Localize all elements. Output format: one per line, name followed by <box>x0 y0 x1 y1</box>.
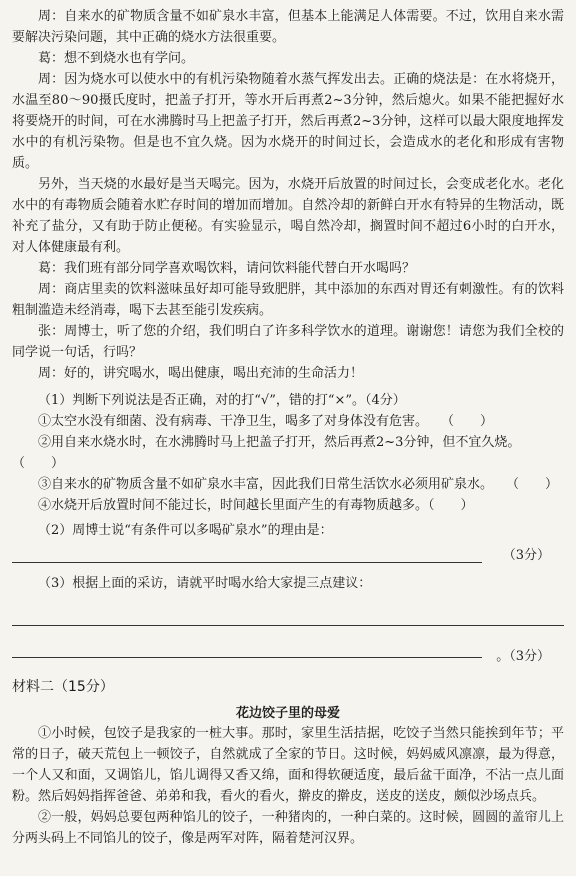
question-3-score: 。（3分） <box>496 649 550 664</box>
dialogue-block <box>12 6 564 384</box>
dialogue-line: 周：好的，讲究喝水，喝出健康，喝出充沛的生命活力！ <box>38 366 364 381</box>
question-1 <box>12 390 564 516</box>
article-paragraph: ①小时候，包饺子是我家的一桩大事。那时，家里生活拮据，吃饺子当然只能挨到年节；平常的日子，破天荒包上一顿饺子，自然就成了全家的节日。这时候，妈妈威风凛凛，最为得意，一个人又和面，又调馅儿，馅儿调得又香又绵，面和得软硬适度，最后盆干面净，不沾一点儿面粉。然后妈妈指挥爸爸、弟弟和我，看火的看火，擀皮的擀皮，送皮的送皮，颇似沙场点兵。 <box>12 726 564 804</box>
answer-line[interactable] <box>12 541 482 563</box>
question-1-stem: （1）判断下列说法是否正确，对的打“√”，错的打“×”。（4分） <box>38 393 406 408</box>
answer-line[interactable] <box>12 604 564 626</box>
dialogue-line: 葛：我们班有部分同学喜欢喝饮料，请问饮料能代替白开水喝吗？ <box>38 261 416 276</box>
dialogue-line: 张：周博士，听了您的介绍，我们明白了许多科学饮水的道理。谢谢您！请您为我们全校的同学说一句话，行吗？ <box>12 324 564 360</box>
dialogue-line: 周：商店里卖的饮料滋味虽好却可能导致肥胖，其中添加的东西对胃还有刺激性。有的饮料粗制滥造未经消毒，喝下去甚至能引发疾病。 <box>12 282 564 318</box>
material-two-heading: 材料二（15分） <box>12 679 114 695</box>
dialogue-line: 另外，当天烧的水最好是当天喝完。因为，水烧开后放置的时间过长，会变成老化水。老化水中的有毒物质会随着水贮存时间的增加而增加。自然冷却的新鲜白开水有特异的生物活动，既补充了盐分，又有助于防止便秘。有实验显示，喝自然冷却，搁置时间不超过6小时的白开水，对人体健康最有利。 <box>12 177 564 255</box>
dialogue-line: 周：因为烧水可以使水中的有机污染物随着水蒸气挥发出去。正确的烧法是：在水将烧开，水温至80～90摄氏度时，把盖子打开，等水开后再煮2~3分钟，然后熄火。如果不能把握好水将要烧开的时间，可在水沸腾时马上把盖子打开，然后再煮2~3分钟，这样可以最大限度地挥发水中的有机污染物。但是也不宜久烧。因为水烧开的时间过长，会造成水的老化和形成有害物质。 <box>12 72 564 171</box>
question-1-item: ②用自来水烧水时，在水沸腾时马上把盖子打开，然后再煮2~3分钟，但不宜久烧。 （ ） <box>12 435 540 471</box>
dialogue-line: 周：自来水的矿物质含量不如矿泉水丰富，但基本上能满足人体需要。不过，饮用自来水需要解决污染问题，其中正确的烧水方法很重要。 <box>12 9 564 45</box>
question-2 <box>12 520 564 563</box>
article-paragraph: ②一般，妈妈总要包两种馅儿的饺子，一种猪肉的，一种白菜的。这时候，圆圆的盖帘儿上分两头码上不同馅儿的饺子，像是两军对阵，隔着楚河汉界。 <box>12 810 564 846</box>
answer-line[interactable] <box>12 636 482 658</box>
question-1-item: ①太空水没有细菌、没有病毒、干净卫生，喝多了对身体没有危害。 （ ） <box>38 414 494 429</box>
question-1-item: ④水烧开后放置时间不能过长，时间越长里面产生的有毒物质越多。（ ） <box>38 498 474 513</box>
article-title: 花边饺子里的母爱 <box>235 706 340 721</box>
question-3-stem: （3）根据上面的采访，请就平时喝水给大家提三点建议： <box>38 576 372 591</box>
question-2-stem: （2）周博士说“有条件可以多喝矿泉水”的理由是： <box>38 523 333 538</box>
question-3 <box>12 573 564 664</box>
material-two <box>12 676 564 849</box>
question-1-item: ③自来水的矿物质含量不如矿泉水丰富，因此我们日常生活饮水必须用矿泉水。 （ ） <box>38 477 559 492</box>
question-2-score: （3分） <box>502 548 550 563</box>
dialogue-line: 葛：想不到烧水也有学问。 <box>38 51 195 66</box>
